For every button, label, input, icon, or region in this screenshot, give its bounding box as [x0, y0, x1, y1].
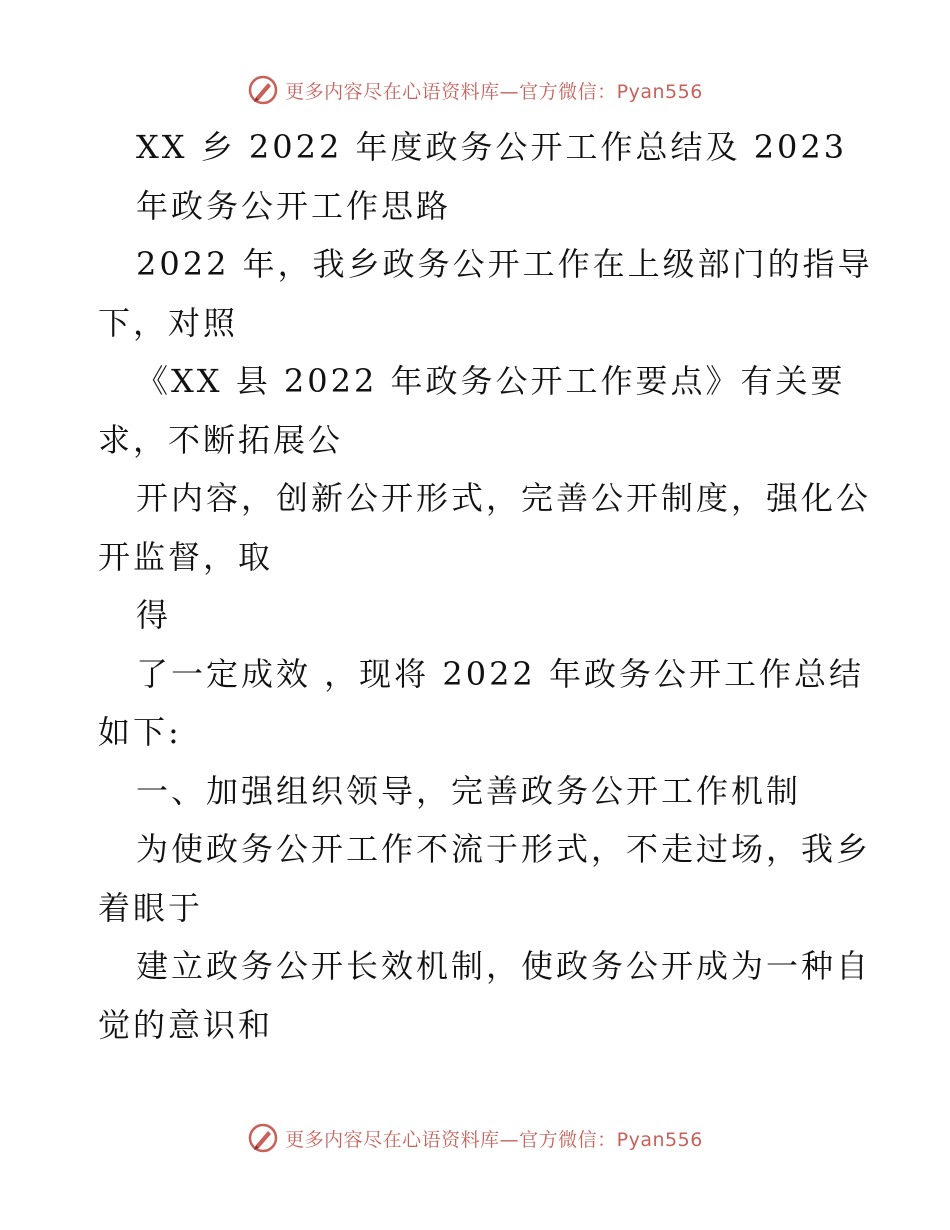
- doc-line: 得: [136, 596, 172, 634]
- pen-circle-logo-icon: [247, 74, 279, 106]
- header-watermark-banner: [0, 70, 950, 110]
- doc-line: 开监督，取: [98, 537, 274, 576]
- section-heading: 一、加强组织领导，完善政务公开工作机制: [136, 771, 802, 810]
- footer-watermark-text: 更多内容尽在心语资料库—官方微信：Pyan556: [285, 1128, 703, 1151]
- document-body: [98, 118, 873, 1054]
- footer-watermark-banner: [0, 1118, 950, 1158]
- doc-line: 建立政务公开长效机制，使政务公开成为一种自: [136, 947, 872, 985]
- doc-line: 年政务公开工作思路: [136, 186, 452, 225]
- doc-line: XX 乡 2022 年度政务公开工作总结及 2023: [136, 128, 848, 166]
- doc-line: 求，不断拓展公: [98, 420, 344, 459]
- doc-line: 了一定成效 ，现将 2022 年政务公开工作总结: [136, 654, 864, 693]
- pen-circle-logo-icon: [247, 1122, 279, 1154]
- doc-line: 开内容，创新公开形式，完善公开制度，强化公: [136, 479, 872, 517]
- doc-line: 觉的意识和: [98, 1005, 274, 1044]
- doc-line: 下，对照: [98, 303, 239, 342]
- doc-line: 2022 年，我乡政务公开工作在上级部门的指导: [136, 245, 873, 283]
- header-watermark-text: 更多内容尽在心语资料库—官方微信：Pyan556: [285, 80, 703, 103]
- doc-line: 着眼于: [98, 888, 204, 927]
- doc-line: 为使政务公开工作不流于形式，不走过场，我乡: [136, 830, 872, 868]
- doc-line: 如下:: [98, 713, 182, 751]
- doc-line: 《XX 县 2022 年政务公开工作要点》有关要: [136, 362, 846, 400]
